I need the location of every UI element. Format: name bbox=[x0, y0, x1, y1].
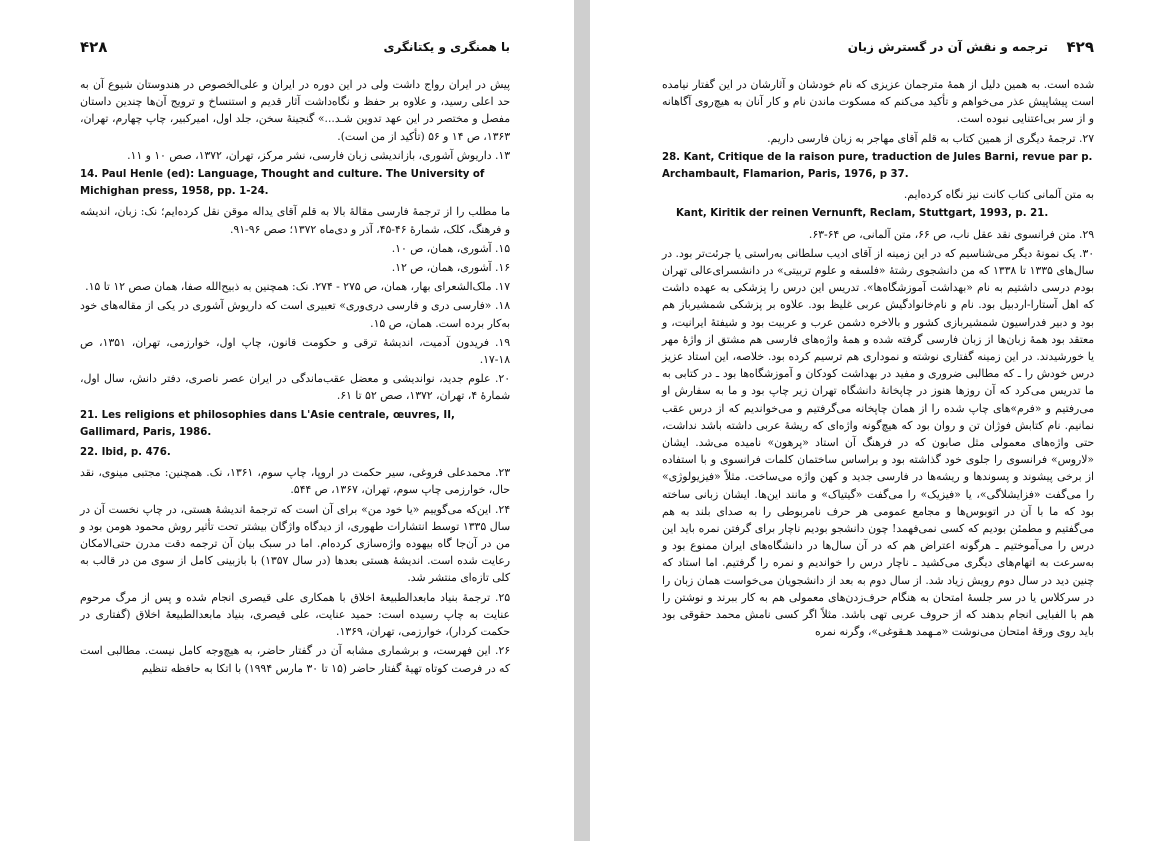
book-gutter bbox=[574, 0, 590, 841]
footnote-21: 21. Les religions et philosophies dans L'Asie centrale, œuvres, II, Gallimard, Paris, 1986. bbox=[80, 409, 455, 438]
left-running-head bbox=[80, 38, 510, 60]
footnote-30: ۳۰. یک نمونهٔ دیگر می‌شناسیم که در این زمینه از آقای ادیب سلطانی به‌راستی یا جرئت‌تر بود. در سال‌های ۱۳۳۵ تا ۱۳۳۸ که من دانشجوی رشتهٔ «فلسفه و علوم تربیتی» در دانشسرای‌عالی تهران بودم درسی داشتیم به نام «بهداشت آموزشگاه‌ها». تدریس این درس را پزشکی به عهده داشت که اهل آستارا-اردبیل بود. نام و نام‌خانوادگیش عربی غلیظ بود. علاوه بر پزشکی شمشیرباز هم بود و دبیر فدراسیون شمشیربازی کشور و بالاخره دشمن عرب و عربیت بود و شیفتهٔ ایرانیت، و معتقد بود همهٔ زبان‌ها از زبان فارسی گرفته شده و همهٔ واژه‌های فارسی هم مشتق از واژهٔ مهر یا خورشیدند. در این زمینه گفتاری نوشته و نموداری هم ترسیم کرده بود. خلاصه، این استاد عزیز درس خودش را ـ که مطالبی ضروری و مفید در بهداشت کودکان و آموزشگاه‌ها بود ـ در کتابی به ما تدریس می‌کرد که آن روزها هنوز در چاپخانهٔ دانشگاه تهران زیر چاپ بود و ما به سفارش او می‌رفتیم و «فرم»های چاپ شده را از همان چاپخانه می‌گرفتیم و می‌خواندیم که از درس عقب نمانیم. نام کتابش فوژان تن و روان بود که هیچ‌گونه واژه‌ای که ریشهٔ عربی داشته باشد نداشت، حتی واژه‌های معمولی مثل صابون که در فرهنگ آن استاد «پرهون» نامیده می‌شد. ایشان «لاروس» فرانسوی را جلوی خود گذاشته بود و براساس ساختمان کلمات فرانسوی و با استفاده از برخی پیشوند و پسوندها و ریشه‌ها در فارسی جدید و کهن واژه می‌ساخت. مثلاً «فیزیولوژی» را می‌گفت «فزایشلاگی»، یا «فیزیک» را می‌گفت «گیتیاک» و مانند این‌ها. ایشان زبانی ساخته بود که ما با آن در اتوبوس‌ها و مجامع عمومی هر حرف نامربوطی را به صدای بلند به هم می‌گفتیم و مطمئن بودیم که کسی نمی‌فهمد! چون دانشجو بودیم ناچار برای گرفتن نمره باید این درس را می‌آموختیم ـ هرگونه اعتراض هم که در آن سال‌ها در دانشگاه‌های ایران ممنوع بود و به‌سرعت به اتهام‌های دیگری می‌کشید ـ ناچار درس را خواندیم و نمره را گرفتیم. اما استاد که چنین دید در سال دوم رویش زیاد شد. از سال دوم به بعد از دانشجویان می‌خواست همان زبان را در سرکلاس یا در سر جلسهٔ امتحان به هنگام حرف‌زدن‌های معمولی هم به کار ببرند و نوشتن را هم با الفبایی انجام بدهند که از حروف عربی تهی باشد. مثلاً اگر کسی نامش محمد حقوقی بود باید روی ورقهٔ امتحان می‌نوشت «مـهمد هـقوغی»، وگرنه نمره bbox=[662, 246, 1094, 639]
left-page-text bbox=[80, 76, 510, 679]
left-running-title: با همنگری و یکتانگری bbox=[383, 40, 510, 54]
footnote-18: ۱۸. «فارسی دری و فارسی دری‌وری» تعبیری است که داریوش آشوری در یکی از مقاله‌های خود به‌کار برده است. همان، ص ۱۵. bbox=[80, 299, 510, 330]
paragraph: پیش در ایران رواج داشت ولی در این دوره در ایران و علی‌الخصوص در هندوستان شیوع آن به حد اعلی رسید، و علاوه بر حفظ و نگاه‌داشت آثار قدیم و استنساخ و ترویج آن‌ها چندین داستان مفصل و مختصر در این عهد تدوین شـد...» گنجینهٔ سخن، جلد اول، امیرکبیر، چاپ چهارم، تهران، ۱۳۶۳، ص ۱۴ و ۵۶ (تأکید از من است). bbox=[80, 78, 510, 143]
footnote-22: 22. Ibid, p. 476. bbox=[80, 447, 171, 459]
footnote-14: 14. Paul Henle (ed): Language, Thought and culture. The University of Michighan press, 1958, pp. 1-24. bbox=[80, 169, 485, 198]
left-page bbox=[0, 0, 574, 841]
footnote-17: ۱۷. ملک‌الشعرای بهار، همان، ص ۲۷۵ - ۲۷۴. نک: همچنین به ذبیح‌الله صفا، همان صص ۱۲ تا ۱۵. bbox=[85, 280, 510, 294]
footnote-19: ۱۹. فریدون آدمیت، اندیشهٔ ترقی و حکومت قانون، چاپ اول، خوارزمی، تهران، ۱۳۵۱، ص ۱۸-۱۷. bbox=[80, 335, 510, 367]
citation: Kant, Kiritik der reinen Vernunft, Reclam, Stuttgart, 1993, p. 21. bbox=[676, 208, 1049, 220]
footnote-25: ۲۵. ترجمهٔ بنیاد مابعدالطبیعهٔ اخلاق با همکاری علی قیصری انجام شده و پس از مرگ مرحوم عنایت به چاپ رسیده است: حمید عنایت، علی قیصری، بنیاد مابعدالطبیعهٔ اخلاق (گفتاری در حکمت کردار)، خوارزمی، تهران، ۱۳۶۹. bbox=[80, 590, 510, 639]
left-page-number: ۴۲۸ bbox=[80, 38, 108, 56]
footnote-27: ۲۷. ترجمهٔ دیگری از همین کتاب به قلم آقای مهاجر به زبان فارسی داریم. bbox=[767, 131, 1094, 145]
paragraph: ما مطلب را از ترجمهٔ فارسی مقالهٔ بالا به قلم آقای یداله موقن نقل کرده‌ایم؛ نک: زبان، اندیشه و فرهنگ، کلک، شمارهٔ ۴۶-۴۵، آذر و دی‌ماه ۱۳۷۲؛ صص ۹۶-۹۱. bbox=[80, 205, 510, 236]
footnote-13: ۱۳. داریوش آشوری، بازاندیشی زبان فارسی، نشر مرکز، تهران، ۱۳۷۲، صص ۱۰ و ۱۱. bbox=[127, 148, 510, 162]
footnote-26: ۲۶. این فهرست، و برشماری مشابه آن در گفتار حاضر، به هیچ‌وجه کامل نیست. مطالبی است که در فرصت کوتاه تهیهٔ گفتار حاضر (۱۵ تا ۳۰ مارس ۱۹۹۴) با اتکا به حافظه تنظیم bbox=[80, 644, 510, 675]
footnote-23: ۲۳. محمدعلی فروغی، سیر حکمت در اروپا، چاپ سوم، ۱۳۶۱، نک. همچنین: مجتبی مینوی، نقد حال، خوارزمی چاپ سوم، تهران، ۱۳۶۷، ص ۵۴۴. bbox=[80, 466, 510, 497]
footnote-15: ۱۵. آشوری، همان، ص ۱۰. bbox=[391, 241, 510, 255]
right-page bbox=[590, 0, 1164, 841]
footnote-28: 28. Kant, Critique de la raison pure, traduction de Jules Barni, revue par p. Archambault, Flamarion, Paris, 1976, p 37. bbox=[662, 151, 1093, 181]
footnote-29: ۲۹. متن فرانسوی نقد عقل ناب، ص ۶۶، متن آلمانی، ص ۶۴-۶۳. bbox=[808, 227, 1094, 241]
right-running-title: ترجمه و نقش آن در گسترش زبان bbox=[847, 40, 1048, 54]
paragraph: به متن آلمانی کتاب کانت نیز نگاه کرده‌ایم. bbox=[903, 188, 1094, 202]
footnote-24: ۲۴. این‌که می‌گوییم «یا خود من» برای آن است که ترجمهٔ اندیشهٔ هستی، در چاپ نخست آن در سال ۱۳۳۵ توسط انتشارات طهوری، از دیدگاه واژگان بیشتر تحت تأثیر روش محمود هومن بود و من در آن‌جا گاه بیهوده واژه‌سازی کرده‌ام. اما در سبک بیان آن ترجمه دقت مدرن حتی‌الامکان رعایت شده است. اندیشهٔ هستی بعدها (در سال ۱۳۵۷) با بازبینی کامل از سوی من در قالب به کلی تازه‌ای منتشر شد. bbox=[80, 502, 511, 585]
footnote-20: ۲۰. علوم جدید، نواندیشی و معضل عقب‌ماندگی در ایران عصر ناصری، دفتر دانش، سال اول، شمارهٔ ۴، تهران، ۱۳۷۲، صص ۵۲ تا ۶۱. bbox=[80, 372, 510, 403]
paragraph: شده است. به همین دلیل از همهٔ مترجمان عزیزی که نام خودشان و آثارشان در این گفتار نیامده است پیشاپیش عذر می‌خواهم و تأکید می‌کنم که مسکوت ماندن نام و کار آنان به هیچ‌روی آگاهانه و از سر بی‌اعتنایی نبوده است. bbox=[662, 78, 1094, 126]
right-page-number: ۴۲۹ bbox=[1066, 38, 1094, 56]
right-page-text bbox=[662, 76, 1094, 643]
right-running-head bbox=[662, 38, 1094, 60]
footnote-16: ۱۶. آشوری، همان، ص ۱۲. bbox=[391, 261, 510, 275]
